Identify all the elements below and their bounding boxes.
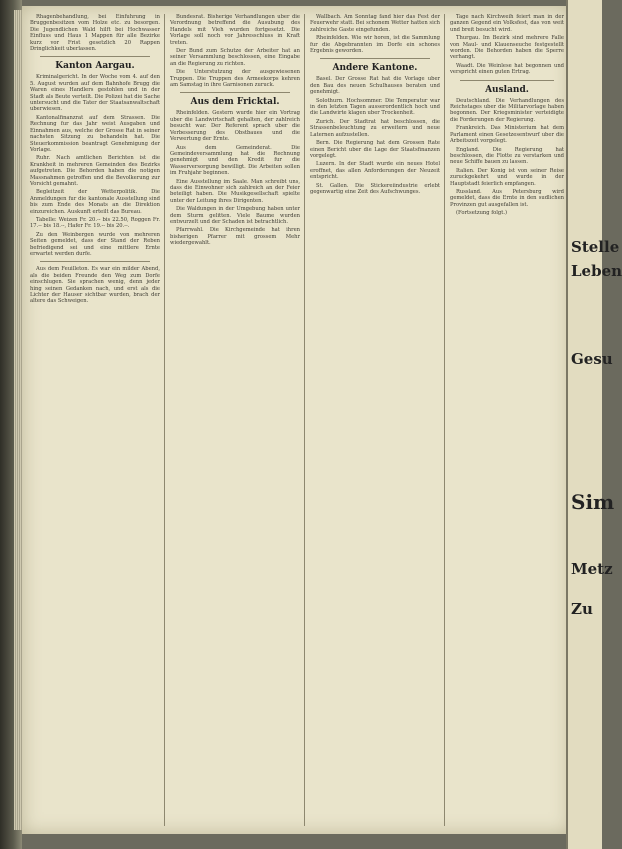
column-rule	[444, 14, 445, 826]
strip-word: Gesu	[571, 350, 613, 368]
newspaper-page	[22, 6, 570, 834]
paragraph: Kriminalgericht. In der Woche vom 4. auf den 5. August wurden auf dem Bahnhofe Brugg die Waren eines Handlers gestohlen und in der Stadt als Beute verteilt. Die Polizei hat die Sache untersucht und die Tater der Staatsanwaltschaft uberwiesen.	[30, 74, 160, 113]
strip-word: Leben	[571, 262, 622, 280]
paragraph: Zurich. Der Stadtrat hat beschlossen, die Strassenbeleuchtung zu erweitern und neue Laternen aufzustellen.	[310, 118, 440, 138]
paragraph: Der Bund zum Schutze der Arbeiter hat an seiner Versammlung beschlossen, eine Eingabe an die Regierung zu richten.	[170, 48, 300, 67]
paragraph: Pfarrwahl. Die Kirchgemeinde hat ihren bisherigen Pfarrer mit grossem Mehr wiedergewahlt.	[170, 227, 300, 247]
paragraph: (Fortsetzung folgt.)	[456, 210, 508, 217]
paragraph: England. Die Regierung hat beschlossen, die Flotte zu verstarken und neue Schiffe bauen zu lassen.	[450, 146, 564, 166]
adjacent-page-strip	[566, 0, 622, 849]
strip-word: Sim	[571, 490, 615, 514]
paragraph: St. Gallen. Die Stickereiindustrie erlebt gegenwartig eine Zeit des Aufschwunges.	[310, 182, 440, 195]
paragraph: Frankreich. Das Ministerium hat dem Parlament einen Gesetzesentwurf uber die Arbeitszeit vorgelegt.	[450, 125, 564, 145]
divider	[180, 92, 290, 93]
divider	[460, 80, 554, 81]
strip-word: Stelle	[571, 238, 620, 256]
paragraph: Wallbach. Am Sonntag fand hier das Fest der Feuerwehr statt. Bei schonem Wetter hatten sich zahlreiche Gaste eingefunden.	[310, 14, 440, 33]
paragraph: Solothurn. Hochsommer. Die Temperatur war in den letzten Tagen ausserordentlich hoch und die Landwirte klagen uber Trockenheit.	[310, 97, 440, 117]
column-1-top-text: Rhagenbehandlung, bei Einfuhrung in Bruggenbesitzen vom Holze etc. zu besorgen. Die Jugendlichen Wald hilft bei Hochwasser Einfluss und Haus 1 Mappen für alle Bezirke kurz vor Frist gesetzlich 20 Rappen Dringlichkeit uberlassen.	[30, 14, 160, 53]
paragraph: Ruhr. Nach amtlichen Berichten ist die Krankheit in mehreren Gemeinden des Bezirks aufgetreten. Die Behorden haben die notigen Massnahmen getroffen und die Bevolkerung zur Vorsicht gemahnt.	[30, 155, 160, 187]
paragraph: Zu den Weinbergen wurde von mehreren Seiten gemeldet, dass der Stand der Reben befriedigend sei und eine mittlere Ernte erwartet werden durfe.	[30, 231, 160, 257]
paragraph: Basel. Der Grosse Rat hat die Vorlage uber den Bau des neuen Schulhauses beraten und genehmigt.	[310, 76, 440, 96]
column-3	[310, 14, 440, 829]
paragraph: Kantonalfinanzrat auf dem Strassen. Die Rechnung fur das Jahr weist Ausgaben und Einnahmen aus, welche der Grosse Rat in seiner nachsten Sitzung zu behandeln hat. Die Steuerkommission beantragt Genehmigung der Vorlage.	[30, 114, 160, 153]
paragraph: Aus dem Gemeinderat. Die Gemeindeversammlung hat die Rechnung genehmigt und den Kredit fur die Wasserversorgung bewilligt. Die Arbeiten sollen im Fruhjahr beginnen.	[170, 144, 300, 177]
heading-ausland: Ausland.	[485, 84, 529, 95]
paragraph: Bundesrat. Bisherige Verhandlungen uber die Verordnung betreffend die Ausubung des Handels mit Vieh wurden fortgesetzt. Die Vorlage soll noch vor Jahresschluss in Kraft treten.	[170, 14, 300, 46]
heading-andere-kantone: Andere Kantone.	[332, 63, 418, 74]
paragraph: Tabelle: Weizen Fr. 20.-- bis 22.50, Roggen Fr. 17.-- bis 18.--, Hafer Fr. 19.-- bis 20.--.	[30, 216, 160, 230]
paragraph: Eine Ausstellung im Saale. Man schreibt uns, dass die Einwohner sich zahlreich an der Feier beteiligt haben. Die Musikgesellschaft spielte unter der Leitung ihres Dirigenten.	[170, 178, 300, 204]
paragraph: Begleitzeit der Wetterpolitik. Die Anmeldungen fur die kantonale Ausstellung sind bis zum Ende des Monats an die Direktion einzureichen. Auskunft erteilt das Bureau.	[30, 189, 160, 215]
paragraph: Die Waldungen in der Umgebung haben unter dem Sturm gelitten. Viele Baume wurden entwurzelt und der Schaden ist betrachtlich.	[170, 206, 300, 225]
paragraph: Russland. Aus Petersburg wird gemeldet, dass die Ernte in den sudlichen Provinzen gut ausgefallen ist.	[450, 188, 564, 208]
heading-aus-dem-fricktal: Aus dem Fricktal.	[190, 97, 280, 108]
column-1	[30, 14, 160, 829]
paragraph: Aus dem Feuilleton. Es war ein milder Abend, als die beiden Freunde den Weg zum Dorfe einschlugen. Sie sprachen wenig, denn jeder hing seinen Gedanken nach, und erst als die Lichter der Hauser sichtbar wurden, brach der altere das Schweigen.	[30, 266, 160, 305]
heading-kanton-aargau: Kanton Aargau.	[55, 61, 135, 72]
paragraph: Tage nach Kirchweih feiert man in der ganzen Gegend ein Volksfest, das von weit und breit besucht wird.	[450, 14, 564, 33]
paragraph: Rheinfelden. Wie wir horen, ist die Sammlung fur die Abgebrannten im Dorfe ein schones Ergebnis geworden.	[310, 35, 440, 55]
column-4	[450, 14, 564, 829]
strip-word: Zu	[571, 600, 593, 618]
paragraph: Die Unterstutzung der ausgewiesenen Truppen. Die Truppen des Armeekorps kehren am Samstag in ihre Garnisonen zuruck.	[170, 69, 300, 89]
paragraph: Luzern. In der Stadt wurde ein neues Hotel eroffnet, das allen Anforderungen der Neuzeit entspricht.	[310, 161, 440, 181]
column-rule	[304, 14, 305, 826]
paragraph: Waadt. Die Weinlese hat begonnen und verspricht einen guten Ertrag.	[450, 62, 564, 76]
paragraph: Rheinfelden. Gestern wurde hier ein Vortrag uber die Landwirtschaft gehalten, der zahlreich besucht war. Der Referent sprach uber die Verbesserung des Obstbaues und die Verwertung der Ernte.	[170, 110, 300, 143]
column-rule	[164, 14, 165, 826]
divider	[40, 56, 150, 57]
strip-word: Metz	[571, 560, 613, 578]
paragraph: Italien. Der Konig ist von seiner Reise zuruckgekehrt und wurde in der Hauptstadt feierlich empfangen.	[450, 167, 564, 187]
paragraph: Bern. Die Regierung hat dem Grossen Rate einen Bericht uber die Lage der Staatsfinanzen vorgelegt.	[310, 140, 440, 159]
paragraph: Thurgau. Im Bezirk sind mehrere Falle von Maul- und Klauenseuche festgestellt worden. Die Behorden haben die Sperre verhangt.	[450, 35, 564, 61]
divider	[40, 261, 150, 262]
divider	[320, 58, 430, 59]
paragraph: Deutschland. Die Verhandlungen des Reichstages uber die Militarvorlage haben begonnen. Der Kriegsminister verteidigte die Forderungen der Regierung.	[450, 97, 564, 123]
column-2	[170, 14, 300, 829]
